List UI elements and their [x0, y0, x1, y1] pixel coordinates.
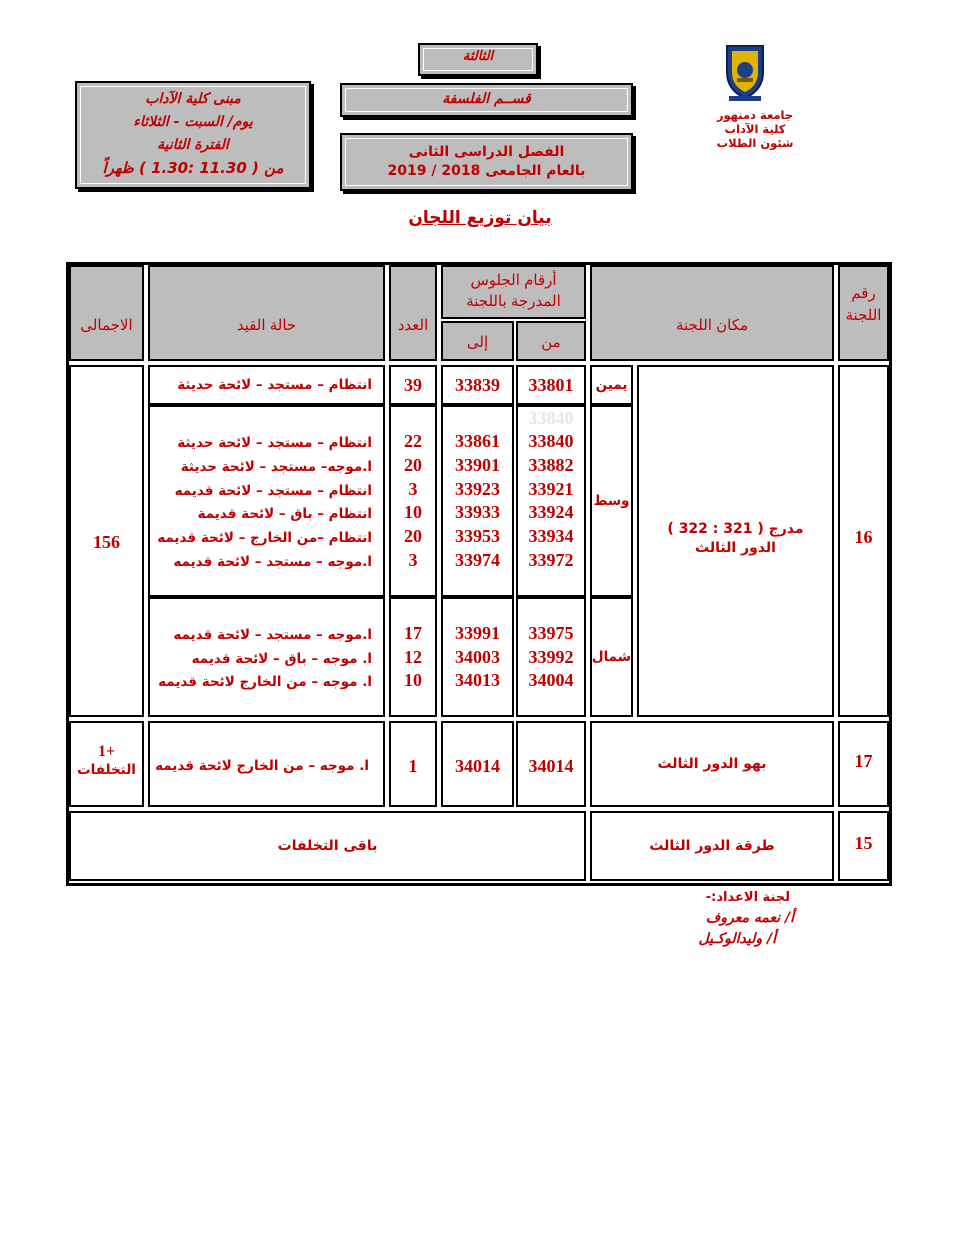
c16-right-count: 39 — [404, 375, 422, 395]
c17-place-cell: بهو الدور الثالث — [590, 721, 834, 807]
c16-left-to: 33991 — [455, 623, 500, 643]
c16-middle-count: 20 — [404, 526, 422, 547]
c16-left-status: ا. موجه – باق – لائحة قديمه — [191, 650, 372, 667]
building-name: مبنى كلية الآداب — [145, 91, 241, 107]
c16-middle-status: ا.موجه – مستجد – لائحة قديمه — [173, 553, 372, 570]
c16-middle-count-list — [389, 430, 437, 573]
header-from: من — [516, 321, 586, 361]
semester-label: الفصل الدراسى الثانى — [408, 144, 565, 160]
c16-left-from: 34004 — [528, 670, 574, 690]
c16-middle-to: 33933 — [455, 502, 500, 523]
c16-middle-count: 22 — [404, 431, 422, 451]
exam-time: من ( 11.30 :1.30 ) ظهراً — [102, 159, 284, 177]
c16-middle-from: 33924 — [528, 502, 574, 523]
header-to: إلى — [441, 321, 514, 361]
c16-side-left: شمال — [590, 597, 633, 717]
prepared-name-1: أ/ نعمه معروف — [705, 910, 794, 926]
exam-days: يوم/ السبت - الثلاثاء — [133, 114, 253, 130]
header-total: الاجمالى — [69, 265, 144, 361]
c16-middle-status-list — [152, 432, 372, 575]
c16-middle-count: 20 — [404, 454, 422, 475]
academic-year: بالعام الجامعى 2018 / 2019 — [387, 163, 586, 179]
c16-left-from: 33992 — [528, 646, 574, 667]
department-box — [340, 83, 633, 117]
c16-middle-to: 33861 — [455, 431, 500, 451]
c16-left-count: 12 — [404, 646, 422, 667]
third-label: الثالثة — [462, 49, 494, 64]
c16-middle-from: 33972 — [528, 549, 574, 570]
c15-place-cell: طرقة الدور الثالث — [590, 811, 834, 881]
c16-left-count: 17 — [404, 623, 422, 643]
c16-middle-status: ا.موجه– مستجد – لائحة حديثة — [180, 458, 372, 475]
c16-middle-from: 33921 — [528, 478, 574, 499]
c16-number-cell: 16 — [838, 365, 889, 717]
faculty-name: كلية الآداب — [724, 122, 786, 136]
header-count: العدد — [389, 265, 437, 361]
c15-note-cell: باقى التخلفات — [69, 811, 586, 881]
c16-middle-count: 10 — [404, 502, 422, 523]
c16-left-count: 10 — [404, 670, 422, 690]
c16-middle-to: 33953 — [455, 526, 500, 547]
c16-middle-to-list — [441, 430, 514, 573]
semester-box — [340, 133, 633, 191]
exam-period: الفترة الثانية — [157, 137, 229, 153]
c16-middle-count: 3 — [408, 478, 418, 499]
c16-left-count-list — [389, 622, 437, 693]
c16-middle-status: انتظام – مستجد – لائحة قديمه — [174, 482, 372, 499]
c16-total-cell: 156 — [69, 365, 144, 717]
c16-middle-status: انتظام – باق – لائحة قديمة — [197, 506, 372, 523]
c16-middle-to: 33901 — [455, 454, 500, 475]
university-logo — [723, 42, 767, 102]
c16-right-to: 33839 — [455, 375, 500, 395]
header-committee-no: رقم اللجنة — [838, 265, 889, 361]
c16-middle-from: 33934 — [528, 526, 574, 547]
c16-left-to-list — [441, 622, 514, 693]
page-title: بيان توزيع اللجان — [408, 208, 552, 228]
header-status: حالة القيد — [148, 265, 385, 361]
c16-middle-from: 33840 — [528, 431, 574, 451]
c16-left-to: 34013 — [455, 670, 500, 690]
c16-left-status: ا. موجه – من الخارج لائحة قديمه — [158, 674, 372, 690]
c16-left-from-list — [516, 622, 586, 693]
header-seats: أرقام الجلوس المدرجة باللجنة — [441, 265, 586, 319]
c16-place-hall: مدرج ( 321 : 322 ) — [667, 521, 804, 537]
prepared-by — [560, 887, 794, 950]
third-label-box — [418, 43, 538, 76]
c16-right-status: انتظام – مستجد – لائحة حديثة — [177, 377, 372, 393]
c17-total-plus: +1 — [97, 743, 116, 760]
c16-left-status-list — [152, 624, 372, 695]
c16-middle-from: 33882 — [528, 454, 574, 475]
c16-right-from: 33801 — [528, 375, 574, 395]
c17-to-cell: 34014 — [441, 721, 514, 807]
c17-total-cell — [69, 721, 144, 807]
c16-middle-count: 3 — [408, 549, 418, 570]
prepared-label: لجنة الاعداد:- — [705, 890, 790, 905]
student-affairs: شئون الطلاب — [716, 136, 794, 150]
c16-left-to: 34003 — [455, 646, 500, 667]
university-name: جامعة دمنهور — [716, 108, 794, 122]
c16-place-cell — [637, 365, 834, 717]
c16-middle-status: انتظام –من الخارج – لائحة قديمه — [157, 530, 372, 547]
c15-number-cell: 15 — [838, 811, 889, 881]
c17-status-cell: ا. موجه – من الخارج لائحة قديمه — [148, 721, 385, 807]
c16-middle-ghost: 33840 — [528, 408, 574, 428]
prepared-name-2: أ/ وليدالوكـيل — [698, 931, 776, 947]
c16-middle-status: انتظام – مستجد – لائحة حديثة — [177, 435, 372, 451]
c16-side-middle: وسط — [590, 405, 633, 597]
c16-side-right: يمين — [590, 365, 633, 405]
c16-left-status: ا.موجه – مستجد – لائحة قديمه — [173, 627, 372, 643]
c17-count-cell: 1 — [389, 721, 437, 807]
c16-middle-to: 33923 — [455, 478, 500, 499]
c17-from-cell: 34014 — [516, 721, 586, 807]
c16-place-floor: الدور الثالث — [695, 540, 776, 556]
c16-middle-to: 33974 — [455, 549, 500, 570]
c17-number-cell: 17 — [838, 721, 889, 807]
department-name: قســم الفلسفة — [442, 91, 531, 107]
header-place: مكان اللجنة — [590, 265, 834, 361]
building-box — [75, 81, 311, 189]
c16-middle-from-list — [516, 430, 586, 573]
c17-total-label: التخلفات — [77, 762, 136, 778]
c16-left-from: 33975 — [528, 623, 574, 643]
